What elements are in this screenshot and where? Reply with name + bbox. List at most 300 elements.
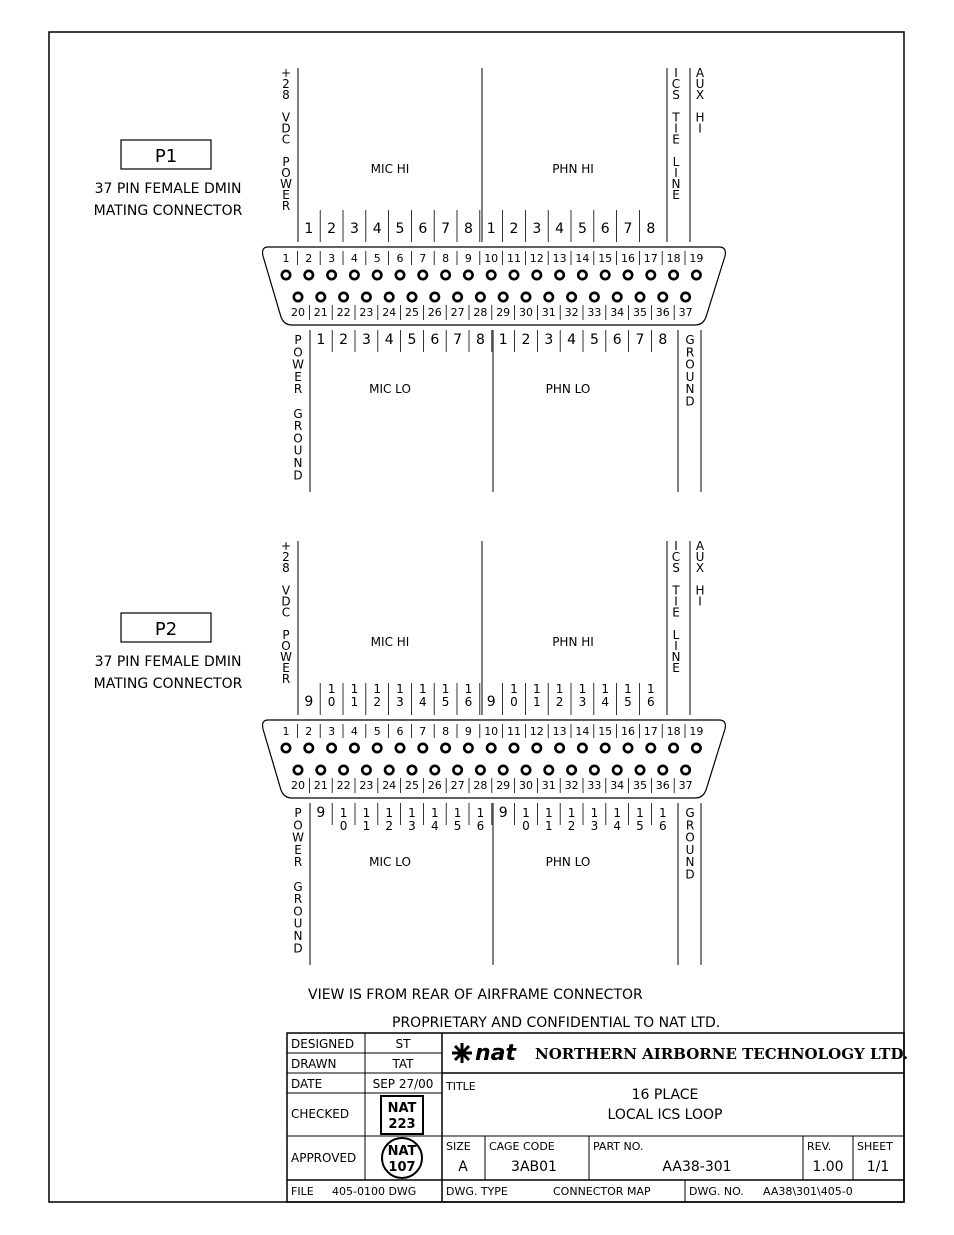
- power-ground-label-char: P: [294, 333, 302, 347]
- signal-number-digit: 4: [613, 819, 622, 833]
- power-ground-label-char: O: [293, 818, 303, 833]
- power-28vdc-label-char: O: [281, 638, 291, 653]
- size-label: SIZE: [446, 1140, 471, 1153]
- pin-36: [659, 293, 667, 301]
- pin-number-7: 7: [419, 725, 427, 738]
- pin-number-4: 4: [350, 252, 358, 265]
- pin-13: [555, 271, 563, 279]
- signal-number-digit: 6: [476, 819, 485, 833]
- pin-31: [545, 766, 553, 774]
- signal-number-digit: 1: [396, 682, 404, 696]
- ground-label-char: D: [685, 867, 695, 882]
- pin-20: [294, 293, 302, 301]
- phn-hi-label: PHN HI: [552, 635, 594, 649]
- pin-number-17: 17: [643, 725, 658, 738]
- pin-number-11: 11: [507, 725, 521, 738]
- signal-number: 7: [623, 221, 633, 237]
- power-ground-label-char: U: [293, 916, 303, 931]
- ground-label-char: N: [685, 382, 695, 397]
- signal-number-digit: 1: [408, 806, 416, 820]
- pin-22: [339, 293, 347, 301]
- signal-number-digit: 5: [453, 819, 462, 833]
- signal-number: 5: [577, 221, 587, 237]
- pin-30: [522, 766, 530, 774]
- signal-number-digit: 1: [544, 819, 553, 833]
- ground-label-char: O: [685, 830, 695, 845]
- pin-15: [601, 271, 609, 279]
- pin-11: [510, 271, 518, 279]
- connector-label: P1: [154, 146, 178, 167]
- power-28vdc-label-char: O: [281, 165, 291, 180]
- pin-number-24: 24: [382, 779, 397, 792]
- power-28vdc-label-char: E: [282, 188, 290, 203]
- pin-5: [373, 271, 381, 279]
- aux-hi-label: [695, 66, 704, 136]
- mic-lo-label: MIC LO: [369, 382, 411, 396]
- signal-number-digit: 1: [590, 806, 599, 820]
- pin-number-30: 30: [519, 306, 533, 319]
- pin-4: [350, 271, 358, 279]
- power-28vdc-label: [280, 539, 292, 686]
- ground-label-char: U: [685, 369, 695, 384]
- power-ground-label-char: D: [293, 941, 303, 956]
- signal-number: 2: [509, 221, 519, 237]
- ground-label: [685, 333, 694, 409]
- signal-number: 1: [304, 221, 314, 237]
- power-28vdc-label-char: D: [281, 121, 291, 136]
- pin-number-21: 21: [313, 306, 328, 319]
- ground-label-char: R: [685, 345, 695, 360]
- signal-number-digit: 1: [532, 695, 541, 709]
- date-value: SEP 27/00: [372, 1077, 434, 1091]
- signal-number-digit: 1: [578, 682, 587, 696]
- power-ground-label-char: U: [293, 443, 303, 458]
- signal-number-digit: 1: [510, 682, 518, 696]
- signal-number-digit: 3: [408, 819, 416, 833]
- ics-tie-line-label-char: C: [671, 550, 681, 565]
- phn-hi-label: PHN HI: [552, 162, 594, 176]
- drawn-label: DRAWN: [291, 1057, 337, 1071]
- pin-number-15: 15: [598, 252, 613, 265]
- ics-tie-line-label-char: N: [671, 177, 681, 191]
- nat-logo-text: nat: [475, 1041, 517, 1066]
- pin-number-10: 10: [484, 725, 499, 738]
- checked-stamp-top: NAT: [387, 1101, 417, 1116]
- power-28vdc-label-char: R: [281, 672, 291, 687]
- power-ground-label-char: O: [293, 904, 303, 919]
- signal-number: 7: [635, 332, 645, 348]
- power-ground-label-char: O: [293, 345, 303, 360]
- pin-number-2: 2: [305, 252, 313, 265]
- signal-number-digit: 1: [385, 806, 394, 820]
- signal-number-digit: 0: [522, 819, 530, 833]
- pin-number-9: 9: [464, 725, 472, 738]
- pin-9: [464, 271, 472, 279]
- pin-number-24: 24: [382, 306, 397, 319]
- power-ground-label: [292, 333, 304, 482]
- pin-number-3: 3: [328, 252, 336, 265]
- power-28vdc-label-char: 2: [282, 550, 290, 565]
- power-28vdc-label-char: D: [281, 594, 291, 609]
- connector-desc-line1: 37 PIN FEMALE DMIN: [94, 654, 242, 670]
- signal-number-digit: 1: [327, 682, 336, 696]
- signal-number: 2: [521, 332, 531, 348]
- signal-number: 4: [384, 332, 394, 348]
- pin-number-23: 23: [359, 306, 374, 319]
- signal-number: 2: [327, 221, 337, 237]
- pin-32: [567, 766, 575, 774]
- pin-number-36: 36: [655, 306, 670, 319]
- pin-number-20: 20: [291, 779, 305, 792]
- power-ground-label-char: G: [293, 406, 303, 421]
- signal-number-digit: 2: [567, 819, 576, 833]
- pin-number-15: 15: [598, 725, 613, 738]
- ics-tie-line-label-char: I: [674, 539, 678, 553]
- signal-number-digit: 4: [430, 819, 439, 833]
- signal-number-digit: 1: [441, 682, 450, 696]
- pin-10: [487, 744, 495, 752]
- signal-number: 4: [372, 221, 382, 237]
- pin-19: [692, 271, 700, 279]
- designed-value: ST: [395, 1037, 411, 1051]
- signal-number-digit: 5: [441, 695, 450, 709]
- signal-number: 6: [430, 332, 440, 348]
- phn-lo-label: PHN LO: [545, 855, 591, 869]
- pin-37: [681, 766, 689, 774]
- signal-number: 5: [589, 332, 599, 348]
- ground-label-char: R: [685, 818, 695, 833]
- pin-26: [431, 766, 439, 774]
- pin-number-16: 16: [621, 252, 635, 265]
- pin-1: [282, 744, 290, 752]
- pin-35: [636, 293, 644, 301]
- signal-number-digit: 1: [430, 806, 439, 820]
- dwg-no-value: AA38\301\405-0: [763, 1185, 853, 1198]
- signal-number-digit: 1: [544, 806, 553, 820]
- mic-hi-label: MIC HI: [370, 635, 410, 649]
- signal-number: 1: [498, 332, 508, 348]
- proprietary-note: PROPRIETARY AND CONFIDENTIAL TO NAT LTD.: [392, 1015, 721, 1031]
- connector-desc-line2: MATING CONNECTOR: [93, 676, 243, 692]
- pin-number-29: 29: [496, 306, 511, 319]
- signal-number-digit: 0: [327, 695, 336, 709]
- pin-9: [464, 744, 472, 752]
- approved-stamp-top: NAT: [387, 1144, 417, 1159]
- pin-15: [601, 744, 609, 752]
- pin-18: [669, 271, 677, 279]
- signal-number-digit: 2: [373, 695, 382, 709]
- pin-number-34: 34: [610, 779, 625, 792]
- power-28vdc-label-char: +: [280, 539, 292, 553]
- power-28vdc-label-char: +: [280, 66, 292, 80]
- pin-28: [476, 293, 484, 301]
- pin-number-17: 17: [643, 252, 658, 265]
- pin-27: [453, 766, 461, 774]
- pin-number-16: 16: [621, 725, 635, 738]
- sheet-value: 1/1: [866, 1159, 890, 1175]
- signal-number-digit: 1: [476, 806, 485, 820]
- mic-hi-label: MIC HI: [370, 162, 410, 176]
- signal-number-digit: 1: [613, 806, 622, 820]
- ground-label-char: G: [685, 806, 695, 820]
- ics-tie-line-label-char: I: [674, 121, 678, 136]
- pin-29: [499, 293, 507, 301]
- signal-number: 9: [316, 805, 326, 821]
- pin-number-27: 27: [450, 779, 465, 792]
- pin-number-8: 8: [442, 252, 450, 265]
- power-28vdc-label-char: 8: [282, 561, 290, 576]
- signal-number: 5: [407, 332, 417, 348]
- signal-number-digit: 1: [522, 806, 530, 820]
- signal-number-digit: 1: [350, 695, 359, 709]
- nat-logo: [452, 1041, 518, 1066]
- pin-number-20: 20: [291, 306, 305, 319]
- title-label: TITLE: [446, 1080, 476, 1093]
- signal-number-digit: 4: [601, 695, 610, 709]
- title-block-text: [291, 1037, 908, 1198]
- signal-number: 1: [486, 221, 496, 237]
- signal-number-digit: 5: [636, 819, 644, 833]
- pin-3: [327, 271, 335, 279]
- aux-hi-label-char: A: [695, 66, 705, 80]
- pin-29: [499, 766, 507, 774]
- power-ground-label-char: O: [293, 431, 303, 446]
- title-line2: LOCAL ICS LOOP: [607, 1107, 723, 1123]
- signal-number-digit: 1: [418, 682, 427, 696]
- pin-number-30: 30: [519, 779, 533, 792]
- mic-lo-label: MIC LO: [369, 855, 411, 869]
- rev-label: REV.: [807, 1140, 832, 1153]
- power-28vdc-label-char: V: [281, 110, 291, 125]
- ics-tie-line-label-char: T: [672, 583, 680, 598]
- ground-label-char: N: [685, 855, 695, 870]
- ground-label-char: D: [685, 394, 695, 409]
- part-label: PART NO.: [593, 1140, 644, 1153]
- connector-desc-line1: 37 PIN FEMALE DMIN: [94, 181, 242, 197]
- pin-3: [327, 744, 335, 752]
- signal-number: 6: [612, 332, 622, 348]
- signal-number-digit: 1: [567, 806, 576, 820]
- pin-number-33: 33: [587, 779, 602, 792]
- ics-tie-line-label: [671, 66, 680, 202]
- signal-number: 6: [418, 221, 428, 237]
- ground-label-char: U: [685, 842, 695, 857]
- pin-number-33: 33: [587, 306, 602, 319]
- power-ground-label-char: R: [293, 419, 303, 434]
- pin-13: [555, 744, 563, 752]
- power-28vdc-label-char: C: [281, 132, 291, 147]
- pin-7: [419, 744, 427, 752]
- pin-number-5: 5: [373, 252, 381, 265]
- aux-hi-label-char: X: [695, 88, 705, 103]
- pin-33: [590, 766, 598, 774]
- ics-tie-line-label-char: L: [672, 154, 680, 169]
- ground-label-char: O: [685, 357, 695, 372]
- power-ground-label: [292, 806, 304, 955]
- signal-number-digit: 1: [636, 806, 644, 820]
- pin-number-9: 9: [464, 252, 472, 265]
- signal-number-digit: 2: [555, 695, 564, 709]
- pin-2: [305, 271, 313, 279]
- pin-number-26: 26: [427, 779, 442, 792]
- pin-number-32: 32: [564, 779, 579, 792]
- pin-number-28: 28: [473, 306, 488, 319]
- signal-number-digit: 1: [624, 682, 632, 696]
- signal-number: 7: [441, 221, 451, 237]
- pin-10: [487, 271, 495, 279]
- pin-number-37: 37: [678, 779, 693, 792]
- dwg-no-label: DWG. NO.: [689, 1185, 744, 1198]
- power-ground-label-char: R: [293, 892, 303, 907]
- aux-hi-label-char: U: [695, 550, 705, 565]
- pin-number-3: 3: [328, 725, 336, 738]
- pin-5: [373, 744, 381, 752]
- pin-number-13: 13: [552, 725, 567, 738]
- date-label: DATE: [291, 1077, 323, 1091]
- signal-number: 9: [498, 805, 508, 821]
- pin-number-25: 25: [405, 306, 419, 319]
- power-ground-label-char: P: [294, 806, 302, 820]
- pin-17: [647, 271, 655, 279]
- signal-number: 4: [555, 221, 565, 237]
- power-28vdc-label-char: 2: [282, 77, 290, 92]
- signal-number-digit: 1: [532, 682, 541, 696]
- ics-tie-line-label-char: T: [672, 110, 680, 125]
- aux-hi-label-char: A: [695, 539, 705, 553]
- signal-number-digit: 0: [510, 695, 518, 709]
- pin-37: [681, 293, 689, 301]
- pin-16: [624, 271, 632, 279]
- power-ground-label-char: R: [293, 382, 303, 397]
- pin-27: [453, 293, 461, 301]
- signal-number-digit: 4: [418, 695, 427, 709]
- ground-label: [685, 806, 694, 882]
- pin-34: [613, 766, 621, 774]
- pin-24: [385, 766, 393, 774]
- pin-20: [294, 766, 302, 774]
- ics-tie-line-label: [671, 539, 680, 675]
- signal-number-digit: 3: [396, 695, 404, 709]
- pin-number-36: 36: [655, 779, 670, 792]
- signal-number-digit: 1: [658, 806, 667, 820]
- signal-number: 1: [316, 332, 326, 348]
- ics-tie-line-label-char: E: [672, 605, 680, 620]
- power-ground-label-char: W: [292, 357, 304, 372]
- pin-number-10: 10: [484, 252, 499, 265]
- power-ground-label-char: W: [292, 830, 304, 845]
- pin-1: [282, 271, 290, 279]
- pin-23: [362, 766, 370, 774]
- pin-4: [350, 744, 358, 752]
- nat-logo-mark-icon: [452, 1043, 472, 1063]
- pin-34: [613, 293, 621, 301]
- ics-tie-line-label-char: E: [672, 661, 680, 676]
- signal-number-digit: 1: [350, 682, 359, 696]
- pin-14: [578, 271, 586, 279]
- pin-number-34: 34: [610, 306, 625, 319]
- signal-number-digit: 5: [624, 695, 632, 709]
- signal-number-digit: 0: [339, 819, 348, 833]
- pin-number-31: 31: [541, 779, 556, 792]
- pin-number-1: 1: [282, 252, 290, 265]
- pin-number-8: 8: [442, 725, 450, 738]
- signal-number-digit: 1: [464, 682, 473, 696]
- pin-24: [385, 293, 393, 301]
- signal-number: 3: [349, 221, 359, 237]
- connector-desc-line2: MATING CONNECTOR: [93, 203, 243, 219]
- dwg-type-label: DWG. TYPE: [446, 1185, 508, 1198]
- connector-p1: [94, 66, 726, 492]
- pin-23: [362, 293, 370, 301]
- signal-number: 3: [544, 332, 554, 348]
- power-ground-label-char: E: [294, 369, 302, 384]
- pin-21: [317, 293, 325, 301]
- pin-number-4: 4: [350, 725, 358, 738]
- aux-hi-label-char: H: [695, 583, 705, 598]
- signal-number: 9: [486, 694, 496, 710]
- signal-number: 5: [395, 221, 405, 237]
- ics-tie-line-label-char: N: [671, 650, 681, 664]
- pin-19: [692, 744, 700, 752]
- pin-number-32: 32: [564, 306, 579, 319]
- signal-number-digit: 6: [464, 695, 473, 709]
- power-ground-label-char: E: [294, 842, 302, 857]
- pin-number-14: 14: [575, 725, 590, 738]
- power-28vdc-label-char: P: [282, 627, 290, 642]
- part-value: AA38-301: [662, 1159, 732, 1175]
- signal-number: 8: [475, 332, 485, 348]
- pin-number-7: 7: [419, 252, 427, 265]
- pin-number-6: 6: [396, 252, 404, 265]
- aux-hi-label-char: H: [695, 110, 705, 125]
- checked-stamp-bottom: 223: [388, 1117, 416, 1132]
- ics-tie-line-label-char: I: [674, 66, 678, 80]
- power-ground-label-char: N: [293, 456, 303, 470]
- pin-6: [396, 271, 404, 279]
- pin-number-23: 23: [359, 779, 374, 792]
- signal-number: 8: [658, 332, 668, 348]
- aux-hi-label-char: I: [698, 121, 702, 136]
- pin-number-19: 19: [689, 252, 704, 265]
- power-28vdc-label-char: W: [280, 177, 292, 191]
- pin-number-35: 35: [633, 779, 647, 792]
- pin-36: [659, 766, 667, 774]
- power-ground-label-char: R: [293, 855, 303, 870]
- ics-tie-line-label-char: E: [672, 188, 680, 203]
- pin-6: [396, 744, 404, 752]
- pin-18: [669, 744, 677, 752]
- pin-number-25: 25: [405, 779, 419, 792]
- pin-number-2: 2: [305, 725, 313, 738]
- pin-33: [590, 293, 598, 301]
- signal-number-digit: 1: [362, 819, 371, 833]
- ics-tie-line-label-char: I: [674, 638, 678, 653]
- power-28vdc-label-char: E: [282, 661, 290, 676]
- ground-label-char: G: [685, 333, 695, 347]
- pin-14: [578, 744, 586, 752]
- signal-number-digit: 6: [658, 819, 667, 833]
- power-ground-label-char: N: [293, 929, 303, 943]
- pin-number-28: 28: [473, 779, 488, 792]
- pin-number-12: 12: [529, 725, 544, 738]
- pin-number-35: 35: [633, 306, 647, 319]
- pin-11: [510, 744, 518, 752]
- pin-8: [441, 271, 449, 279]
- pin-21: [317, 766, 325, 774]
- power-28vdc-label-char: V: [281, 583, 291, 598]
- ics-tie-line-label-char: E: [672, 132, 680, 147]
- connector-p2: [94, 539, 726, 965]
